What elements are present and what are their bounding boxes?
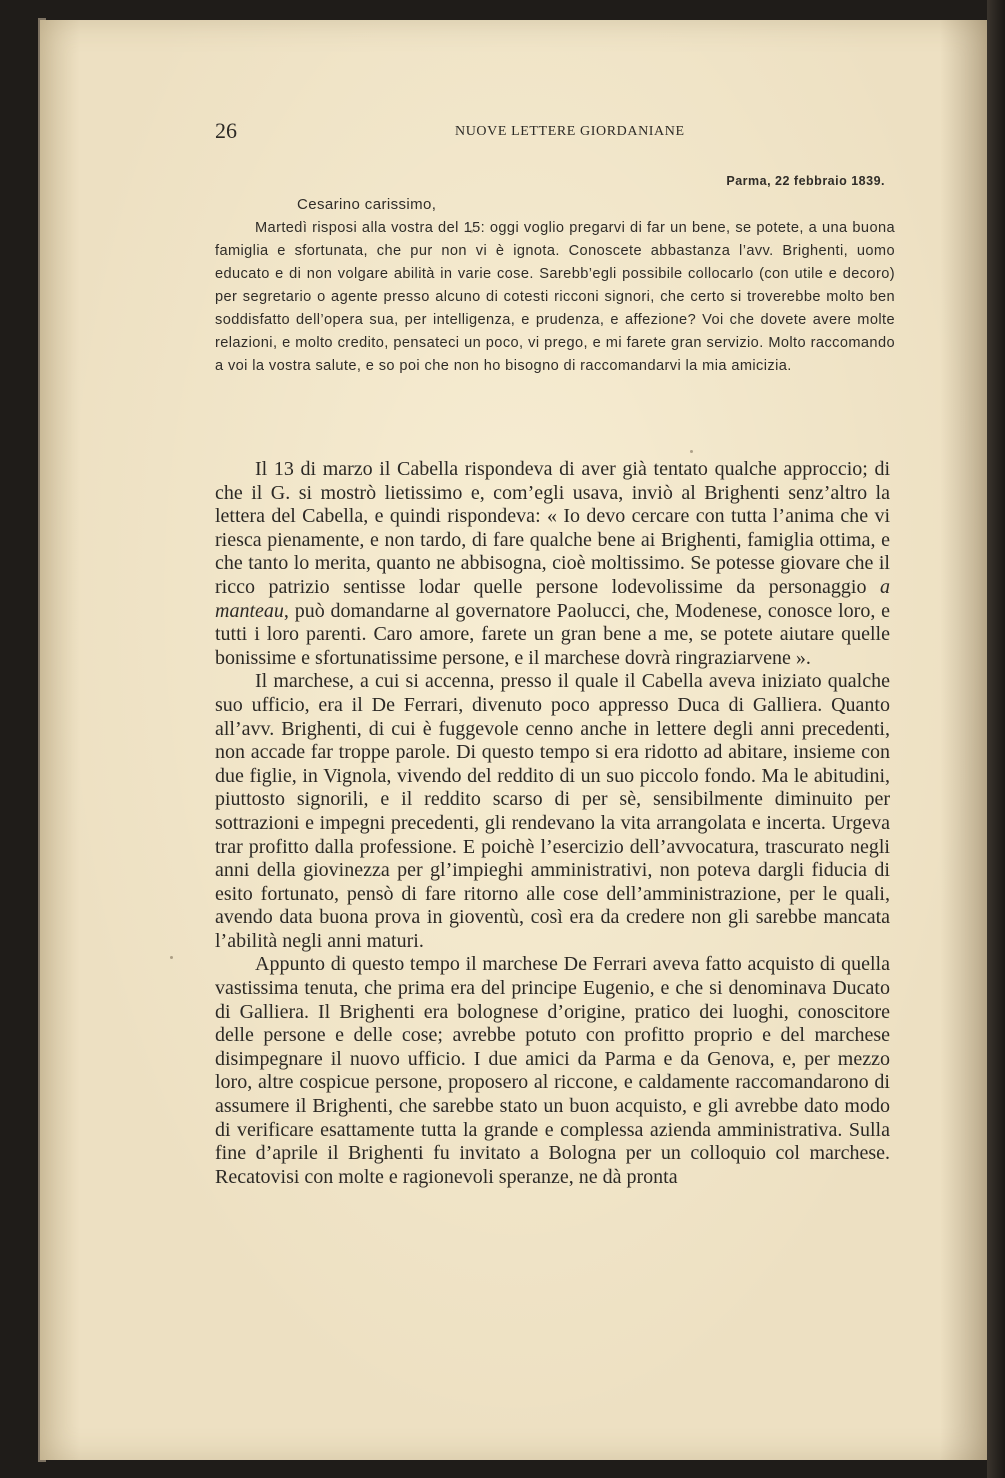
paper-speck xyxy=(690,450,693,453)
book-binding-edge xyxy=(987,0,1005,1478)
italic-phrase: a manteau xyxy=(215,575,891,622)
paper-speck xyxy=(170,956,173,959)
paragraph: Appunto di questo tempo il marchese De Ferrari aveva fatto acquisto di quella vastissima tenuta, che prima era del principe Eugenio, e che si denominava Ducato di Galliera. Il Brighenti era bolognese d’origine, pratico dei luoghi, conoscitore delle persone e delle cose; avrebbe potuto con profitto proprio e del marchese disimpegnare il nuovo ufficio. I due amici da Parma e da Genova, e, per mezzo loro, altre cospicue persone, proposero al riccone, e caldamente raccomandarono di assumere il Brighenti, che sarebbe stato un buon acquisto, e gli avrebbe dato modo di verificare esattamente tutta la grande e complessa azienda amministrativa. Sulla fine d’aprile il Brighenti fu invitato a Bologna per un colloquio col marchese. Recatovisi con molte e ragionevoli speranze, ne dà pronta xyxy=(215,953,890,1188)
paragraph xyxy=(215,458,890,670)
main-text xyxy=(215,458,890,1189)
letter-body: Martedì risposi alla vostra del 15: oggi voglio pregarvi di far un bene, se potete, a una buona famiglia e sfortunata, che pur non vi è ignota. Conoscete abbastanza l’avv. Brighenti, uomo educato e di non volgare abilità in varie cose. Sarebb’egli possibile collocarlo (con utile e decoro) per segretario o agente presso alcuno di cotesti ricconi signori, che certo si troverebbe molto ben soddisfatto dell’opera sua, per intelligenza, e prudenza, e affezione? Voi che dovete avere molte relazioni, e molto credito, pensateci un poco, vi prego, e mi farete gran servizio. Molto raccomando a voi la vostra salute, e so poi che non ho bisogno di raccomandarvi la mia amicizia. xyxy=(215,220,895,374)
letter-salutation: Cesarino carissimo, xyxy=(297,196,437,213)
paragraph-text: Il 13 di marzo il Cabella rispondeva di aver già tentato qualche approccio; di che il G. si mostrò lietissimo e, com’egli usava, inviò al Brighenti senz’altro la lettera del Cabella, e quindi rispondeva: « Io devo cercare con tutta l’anima che vi riesca pienamente, e non tardo, di fare qualche bene ai Brighenti, famiglia ottima, e che tanto lo merita, quanto ne abbisogna, cioè moltissimo. Se potesse giovare che il ricco patrizio sentisse lodar quelle persone lodevolissime da personaggio xyxy=(215,458,890,598)
letter-dateline: Parma, 22 febbraio 1839. xyxy=(726,174,885,188)
running-head: NUOVE LETTERE GIORDANIANE xyxy=(455,124,685,139)
page-number: 26 xyxy=(215,118,237,143)
quoted-letter xyxy=(215,170,895,378)
paragraph: Il marchese, a cui si accenna, presso il quale il Cabella aveva iniziato qualche suo ufficio, era il De Ferrari, divenuto poco appresso Duca di Galliera. Quanto all’avv. Brighenti, di cui è fuggevole cenno anche in lettere degli anni precedenti, non accade far troppe parole. Di questo tempo si era ridotto ad abitare, insieme con due figlie, in Vignola, vivendo del reddito di un suo piccolo fondo. Ma le abitudini, piuttosto signorili, e il reddito scarso di per sè, sensibilmente diminuito per sottrazioni e impegni precedenti, gli rendevano la vita arrangolata e incerta. Urgeva trar profitto dalla professione. E poichè l’esercizio dell’avvocatura, trascurato negli anni della giovinezza per gl’impieghi amministrativi, non poteva dargli fiducia di esito fortunato, pensò di fare ritorno alle cose dell’amministrazione, per le quali, avendo data buona prova in gioventù, così era da credere non gli sarebbe mancata l’abilità negli anni maturi. xyxy=(215,670,890,952)
page-header xyxy=(215,118,895,148)
paragraph-text: , può domandarne al governatore Paolucci, che, Modenese, conosce loro, e tutti i loro parenti. Caro amore, farete un gran bene a me, se potete aiutare quelle bonissime e sfortunatissime persone, e il marchese dovrà ringraziarvene ». xyxy=(215,599,890,669)
